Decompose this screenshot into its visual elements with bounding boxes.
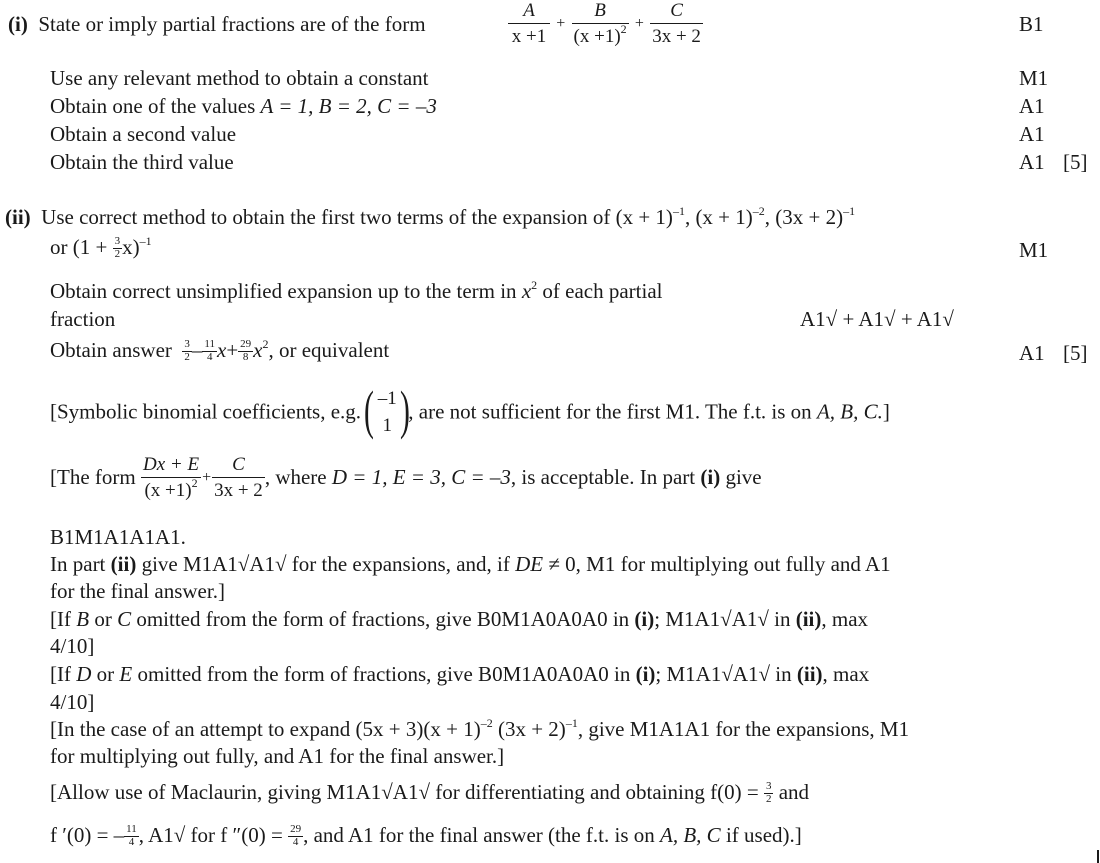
fraction-3-2: $\frac{3}{2}$ — [114, 235, 121, 260]
fraction-c-alt: $\frac{C}{3x + 2}$ — [214, 454, 263, 501]
note-line-if-d-e-a: [If D or E omitted from the form of fractions, give B0M1A0A0A0 in (i); M1A1√A1√ in (ii), max — [50, 662, 870, 686]
note-line-if-b-c-a: [If B or C omitted from the form of fractions, give B0M1A0A0A0 in (i); M1A1√A1√ in (ii), max — [50, 607, 869, 631]
partial-fraction-form — [508, 1, 703, 46]
part-ii-line-2: or (1 + $\frac{3}{2}$ x)$^{-1}$ — [50, 234, 152, 260]
fraction-a: $\frac{A}{x +1}$ — [508, 1, 550, 46]
fraction-f1-0: $\frac{11}{4}$ — [126, 823, 137, 848]
part-i-intro: State or imply partial fractions are of the form — [38, 12, 426, 36]
note-line-case-b: for multiplying out fully, and A1 for the final answer.] — [50, 744, 505, 768]
part-i-step-4: Obtain the third value — [50, 150, 234, 174]
part-i-step-2: Obtain one of the values A = 1, B = 2, C = –3 — [50, 94, 437, 118]
mark-b1: B1 — [1019, 12, 1044, 36]
text-cursor — [1097, 850, 1099, 863]
fraction-f2-0: $\frac{29}{4}$ — [290, 823, 302, 848]
note-alternative-form: [The form $\frac{Dx + E}{(x +1)^2}$ + $\frac{C}{3x + 2}$ , where D = 1, E = 3, C = –3, is acceptable. In part (i) give — [50, 454, 762, 501]
fraction-c: $\frac{C}{3x + 2}$ — [652, 0, 701, 47]
mark-a1-answer: A1 — [1019, 341, 1045, 365]
note-line-case-a: [In the case of an attempt to expand $(5x + 3)(x + 1)^{-2}$ $(3x + 2)^{-1}$, give M1A1A1 for the expansions, M1 — [50, 716, 910, 741]
values-abc: A = 1, B = 2, C = –3 — [260, 94, 437, 118]
part-i-step-1: Use any relevant method to obtain a constant — [50, 66, 429, 90]
part-ii-line-3: Obtain correct unsimplified expansion up to the term in $x^2$ of each partial — [50, 278, 663, 303]
note-line-maclaurin-b: f ′(0) = – $\frac{11}{4}$ , A1√ for f ″(0) = $\frac{29}{4}$ , and A1 for the final answer (the f.t. is on A, B, C if used).] — [50, 823, 802, 848]
mark-step-1: M1 — [1019, 66, 1049, 90]
fraction-b: $\frac{B}{(x +1)^2}$ — [573, 0, 627, 47]
mark-step-2: A1 — [1019, 94, 1045, 118]
part-ii-label: (ii) — [5, 205, 31, 229]
mark-a1-ft-triple: A1√ + A1√ + A1√ — [800, 307, 954, 331]
part-ii-line-4: fraction — [50, 307, 116, 331]
part-i-total: [5] — [1063, 150, 1088, 174]
answer-term-3: $\frac{29}{8}$ — [240, 338, 252, 363]
answer-term-1: $\frac{3}{2}$ — [184, 338, 190, 363]
part-ii-line-1: (ii) Use correct method to obtain the first two terms of the expansion of $(x + 1)^{-1}$, $(x + 1)^{-2}$, $(3x + 2)^{-1}$ — [5, 204, 856, 229]
note-line-if-d-e-b: 4/10] — [50, 690, 95, 714]
answer-term-2: $\frac{11}{4}$ — [204, 338, 215, 363]
part-ii-answer: Obtain answer $\frac{3}{2}$ – $\frac{11}{4}$ x+ $\frac{29}{8}$ $x^2$, or equivalent — [50, 337, 390, 363]
note-line-if-b-c-b: 4/10] — [50, 634, 95, 658]
expansion-terms: $(x + 1)^{-1}$, $(x + 1)^{-2}$, $(3x + 2)^{-1}$ — [615, 204, 856, 229]
part-i-label: (i) — [8, 12, 28, 36]
mark-step-3: A1 — [1019, 122, 1045, 146]
mark-m1-part-ii: M1 — [1019, 238, 1049, 262]
part-i-step-3: Obtain a second value — [50, 122, 237, 146]
note-line-maclaurin-a: [Allow use of Maclaurin, giving M1A1√A1√ for differentiating and obtaining f(0) = $\frac{3}{2}$ and — [50, 780, 810, 805]
binomial-coefficient: ( –1 1 ) — [364, 380, 411, 440]
plus-sign: + — [556, 14, 566, 32]
fraction-dx-e: $\frac{Dx + E}{(x +1)^2}$ — [142, 454, 200, 501]
note-line-part-ii-b: for the final answer.] — [50, 579, 225, 603]
mark-step-4: A1 — [1019, 150, 1045, 174]
note-line-part-ii-a: In part (ii) give M1A1√A1√ for the expansions, and, if DE ≠ 0, M1 for multiplying out fully and A1 — [50, 552, 891, 576]
fraction-f0: $\frac{3}{2}$ — [765, 780, 772, 805]
part-i-header — [8, 14, 426, 35]
note-line-b1m1: B1M1A1A1A1. — [50, 525, 186, 549]
plus-sign: + — [634, 14, 644, 32]
note-symbolic-binomial: [Symbolic binomial coefficients, e.g. ( –1 1 ) , are not sufficient for the first M1. The f.t. is on A, B, C.] — [50, 380, 890, 440]
part-ii-total: [5] — [1063, 341, 1088, 365]
